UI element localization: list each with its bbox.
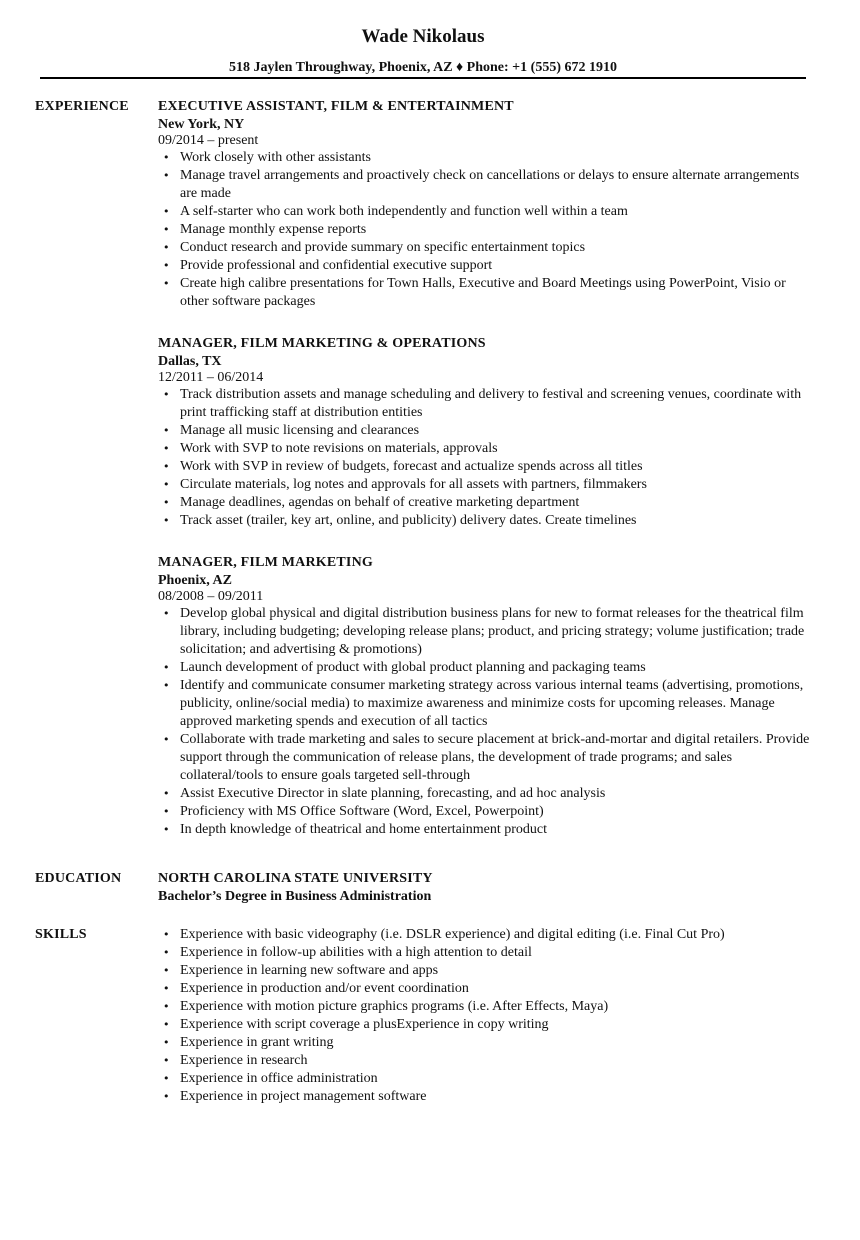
- skill-item: • Experience in office administration: [158, 1070, 810, 1088]
- job-bullet: • Work with SVP to note revisions on materials, approvals: [158, 440, 810, 458]
- job-entry: [158, 335, 810, 530]
- experience-list: [158, 98, 810, 863]
- job-entry: [158, 554, 810, 839]
- job-bullet: • Collaborate with trade marketing and sales to secure placement at brick-and-mortar and digital retailers. Provide support through the communication of release plans, the development of trade programs; and sales collateral/tools to ensure goals targeted sell-through: [158, 731, 810, 785]
- job-bullet: • Manage monthly expense reports: [158, 221, 810, 239]
- skill-item: • Experience in project management software: [158, 1088, 810, 1106]
- job-bullet: • Conduct research and provide summary on specific entertainment topics: [158, 239, 810, 257]
- job-bullet: • Work with SVP in review of budgets, forecast and actualize spends across all titles: [158, 458, 810, 476]
- degree-name: Bachelor’s Degree in Business Administration: [158, 889, 432, 904]
- job-bullet: • Manage all music licensing and clearances: [158, 422, 810, 440]
- job-bullet: • Track distribution assets and manage scheduling and delivery to festival and screening venues, coordinate with print trafficking staff at distribution entities: [158, 386, 810, 422]
- resume-header: [40, 24, 806, 78]
- job-bullet: • In depth knowledge of theatrical and home entertainment product: [158, 821, 810, 839]
- job-location: New York, NY: [158, 117, 245, 132]
- job-bullet: • Manage deadlines, agendas on behalf of creative marketing department: [158, 494, 810, 512]
- skill-bullets: [158, 926, 810, 1106]
- job-title: MANAGER, FILM MARKETING: [158, 555, 373, 570]
- header-divider: [40, 77, 806, 79]
- section-label-skills: SKILLS: [35, 927, 87, 942]
- education-entry: [158, 870, 810, 906]
- job-entry: [158, 98, 810, 311]
- job-bullet: • Proficiency with MS Office Software (Word, Excel, Powerpoint): [158, 803, 810, 821]
- skill-item: • Experience with motion picture graphics programs (i.e. After Effects, Maya): [158, 998, 810, 1016]
- job-bullet: • Manage travel arrangements and proactively check on cancellations or delays to ensure alternate arrangements are made: [158, 167, 810, 203]
- skill-item: • Experience in grant writing: [158, 1034, 810, 1052]
- job-bullet: • Track asset (trailer, key art, online, and publicity) delivery dates. Create timelines: [158, 512, 810, 530]
- job-bullet: • Provide professional and confidential executive support: [158, 257, 810, 275]
- job-title: MANAGER, FILM MARKETING & OPERATIONS: [158, 336, 486, 351]
- skill-item: • Experience in research: [158, 1052, 810, 1070]
- job-bullet: • Work closely with other assistants: [158, 149, 810, 167]
- job-bullets: [158, 149, 810, 311]
- job-bullet: • Circulate materials, log notes and approvals for all assets with partners, filmmakers: [158, 476, 810, 494]
- job-bullet: • A self-starter who can work both independently and function well within a team: [158, 203, 810, 221]
- job-bullet: • Launch development of product with global product planning and packaging teams: [158, 659, 810, 677]
- job-bullet: • Identify and communicate consumer marketing strategy across various internal teams (advertising, promotions, publicity, online/social media) to maximize awareness and minimize costs for upcoming releases. Manage approved marketing spends and execution of all tactics: [158, 677, 810, 731]
- section-label-education: EDUCATION: [35, 871, 122, 886]
- skill-item: • Experience in learning new software and apps: [158, 962, 810, 980]
- candidate-name: Wade Nikolaus: [361, 26, 485, 47]
- job-bullets: [158, 605, 810, 839]
- job-location: Dallas, TX: [158, 354, 222, 369]
- job-bullet: • Develop global physical and digital distribution business plans for new to format releases for the theatrical film library, including budgeting; developing release plans; product, and pricing strategy; volume justification; trade solicitation; and advertising & promotions): [158, 605, 810, 659]
- skill-item: • Experience with script coverage a plusExperience in copy writing: [158, 1016, 810, 1034]
- job-dates: 09/2014 – present: [158, 133, 259, 148]
- school-name: NORTH CAROLINA STATE UNIVERSITY: [158, 871, 433, 886]
- contact-line: 518 Jaylen Throughway, Phoenix, AZ ♦ Phone: +1 (555) 672 1910: [229, 60, 617, 75]
- job-bullet: • Assist Executive Director in slate planning, forecasting, and ad hoc analysis: [158, 785, 810, 803]
- job-location: Phoenix, AZ: [158, 573, 232, 588]
- skill-item: • Experience with basic videography (i.e. DSLR experience) and digital editing (i.e. Final Cut Pro): [158, 926, 810, 944]
- section-label-experience: EXPERIENCE: [35, 99, 129, 114]
- job-bullet: • Create high calibre presentations for Town Halls, Executive and Board Meetings using PowerPoint, Visio or other software packages: [158, 275, 810, 311]
- skill-item: • Experience in follow-up abilities with a high attention to detail: [158, 944, 810, 962]
- skills-list: [158, 926, 810, 1106]
- skill-item: • Experience in production and/or event coordination: [158, 980, 810, 998]
- job-bullets: [158, 386, 810, 530]
- job-title: EXECUTIVE ASSISTANT, FILM & ENTERTAINMENT: [158, 99, 514, 114]
- job-dates: 08/2008 – 09/2011: [158, 589, 264, 604]
- job-dates: 12/2011 – 06/2014: [158, 370, 264, 385]
